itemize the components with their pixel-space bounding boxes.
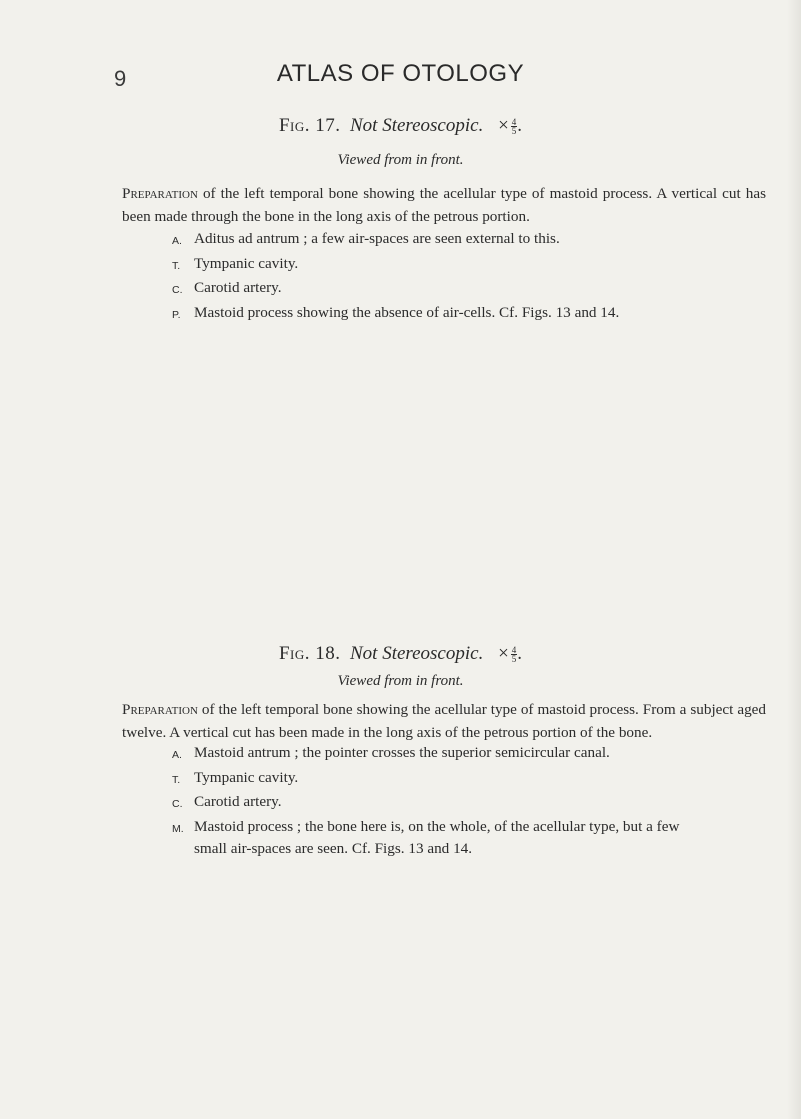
figure-17-description [122, 182, 766, 228]
figure-18-magnification: × [498, 643, 509, 664]
key-letter: C. [172, 284, 183, 296]
figure-18-description-text: of the left temporal bone showing the acellular type of mastoid process. From a subject aged twelve. A vertical cut has been made in the long axis of the petrous portion of the bone. [122, 701, 766, 741]
figure-17-stereo-note: Not Stereoscopic. [350, 115, 484, 136]
key-item [172, 228, 772, 253]
figure-18-description [122, 698, 766, 744]
key-item [172, 302, 772, 327]
key-text: Mastoid antrum ; the pointer crosses the superior semicircular canal. [194, 744, 610, 761]
figure-17-viewed-from: Viewed from in front. [337, 152, 464, 168]
key-text: Carotid artery. [194, 279, 282, 296]
figure-17-lead-word: Preparation [122, 185, 198, 202]
key-item [172, 277, 772, 302]
key-text: Carotid artery. [194, 793, 282, 810]
key-text: Mastoid process ; the bone here is, on the whole, of the acellular type, but a few small air-spaces are seen. Cf. Figs. 13 and 14. [194, 817, 680, 857]
figure-18-viewed-from: Viewed from in front. [337, 673, 464, 689]
key-letter: T. [172, 259, 181, 272]
key-text: Tympanic cavity. [194, 254, 299, 272]
running-head: ATLAS OF OTOLOGY [276, 60, 525, 87]
figure-17-label: Fig. 17. [278, 115, 341, 136]
figure-17-key-list [172, 228, 772, 326]
key-letter: C. [172, 798, 183, 810]
key-text: Tympanic cavity. [194, 768, 299, 786]
figure-18-key-list [172, 742, 772, 861]
key-text: Aditus ad antrum ; a few air-spaces are seen external to this. [194, 230, 560, 247]
key-letter: T. [172, 773, 181, 786]
figure-17-magnification: × [498, 115, 509, 136]
figure-18-stereo-note: Not Stereoscopic. [350, 643, 484, 664]
key-item [172, 767, 772, 792]
figure-17-magnification-fraction: $\frac{4}{5}$ [511, 117, 517, 137]
key-item [172, 816, 772, 861]
key-item [172, 791, 772, 816]
figure-17-title: Fig. 17. Not Stereoscopic. × $\frac{4}{5}$ . [278, 115, 523, 137]
key-letter: P. [172, 308, 181, 321]
key-text: Mastoid process showing the absence of air-cells. Cf. Figs. 13 and 14. [194, 303, 620, 321]
page-number: 9 [114, 66, 127, 91]
figure-17-description-text: of the left temporal bone showing the acellular type of mastoid process. A vertical cut has been made through the bone in the long axis of the petrous portion. [122, 185, 766, 225]
key-item [172, 742, 772, 767]
key-letter: M. [172, 822, 184, 835]
key-letter: A. [172, 749, 182, 761]
key-item [172, 253, 772, 278]
figure-18-lead-word: Preparation [122, 701, 198, 718]
figure-18-label: Fig. 18. [278, 643, 341, 664]
figure-18-title: Fig. 18. Not Stereoscopic. × $\frac{4}{5}$ . [278, 643, 523, 665]
figure-18-magnification-fraction: $\frac{4}{5}$ [511, 645, 517, 665]
key-letter: A. [172, 235, 182, 247]
